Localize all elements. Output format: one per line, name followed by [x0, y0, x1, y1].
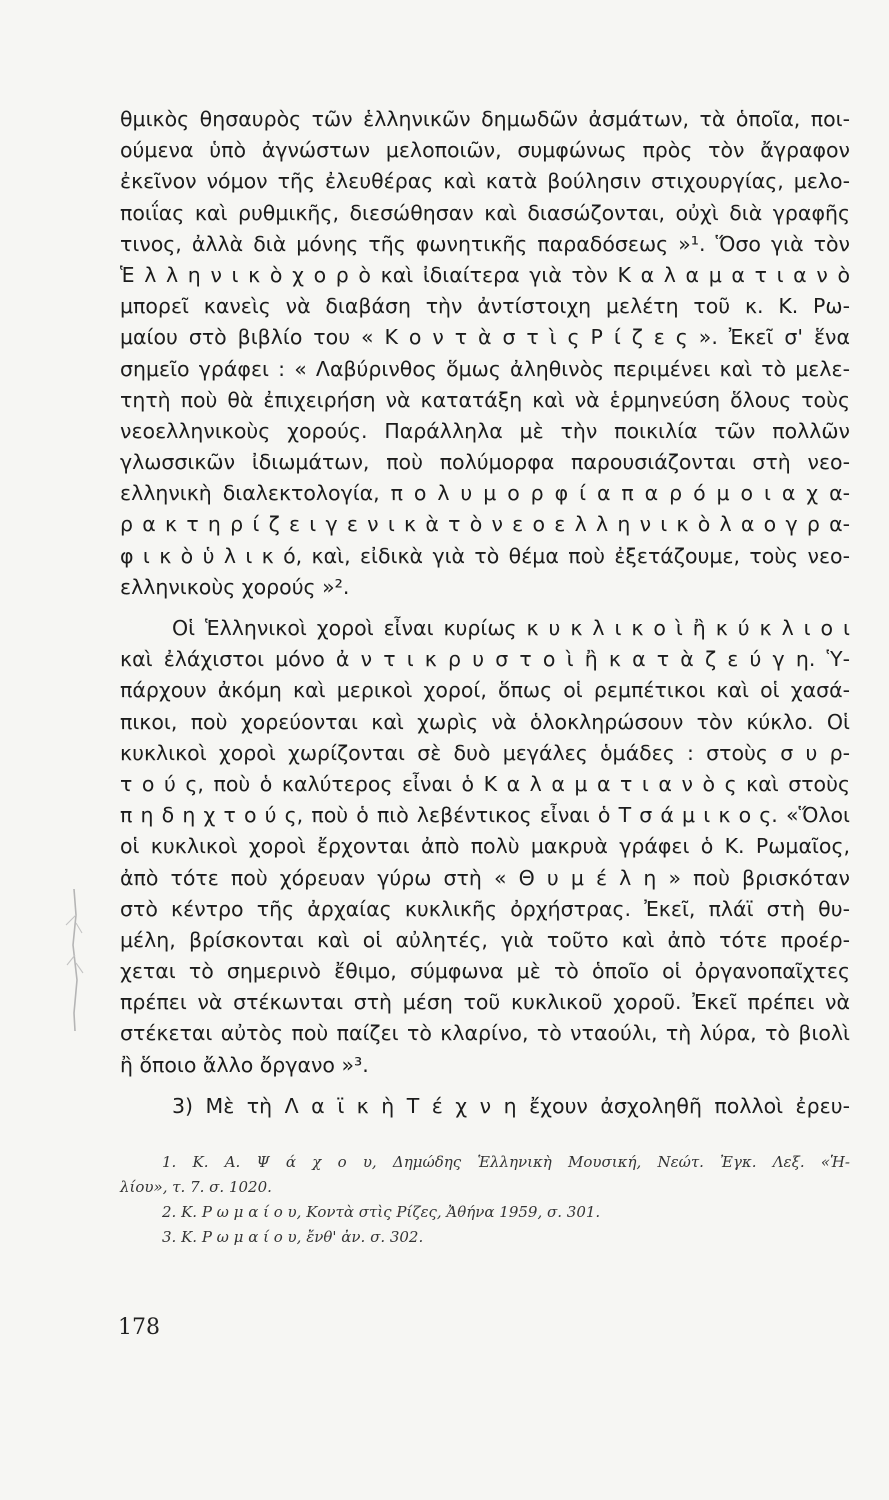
text-line: γλωσσικῶν ἰδιωμάτων, ποὺ πολύμορφα παρουσιάζονται στὴ νεο- [120, 450, 850, 475]
text-line: ούμενα ὑπὸ ἀγνώστων μελοποιῶν, συμφώνως πρὸς τὸν ἄγραφον [120, 138, 850, 163]
text-line: ποιΐας καὶ ρυθμικῆς, διεσώθησαν καὶ διασώζονται, οὐχὶ διὰ γραφῆς [120, 200, 850, 225]
text-line: φ ι κ ὸ ὑ λ ι κ ό, καὶ, εἰδικὰ γιὰ τὸ θέμα ποὺ ἐξετάζουμε, τοὺς νεο- [120, 543, 850, 568]
footnote-gap [120, 1122, 850, 1150]
text-line: στὸ κέντρο τῆς ἀρχαίας κυκλικῆς ὀρχήστρας. Ἐκεῖ, πλάϊ στὴ θυ- [120, 896, 850, 921]
paragraph-gap [120, 1081, 850, 1091]
text-line: μαίου στὸ βιβλίο του « Κ ο ν τ ὰ σ τ ὶ ς Ρ ί ζ ε ς ». Ἐκεῖ σ' ἕνα [120, 325, 850, 350]
text-line: Οἱ Ἑλληνικοὶ χοροὶ εἶναι κυρίως κ υ κ λ ι κ ο ὶ ἢ κ ύ κ λ ι ο ι [172, 616, 850, 640]
text-line: πρέπει νὰ στέκωνται στὴ μέση τοῦ κυκλικοῦ χοροῦ. Ἐκεῖ πρέπει νὰ [120, 990, 850, 1015]
body-text [120, 104, 850, 1250]
paragraph-gap [120, 603, 850, 613]
footnote-line: 1. Κ. Α. Ψ ά χ ο υ, Δημώδης Ἑλληνικὴ Μουσική, Νεώτ. Ἐγκ. Λεξ. «Ἡ- [162, 1153, 850, 1171]
footnotes [120, 1150, 850, 1250]
text-line: σημεῖο γράφει : « Λαβύρινθος ὅμως ἀληθινὸς περιμένει καὶ τὸ μελε- [120, 356, 850, 381]
text-line: μέλη, βρίσκονται καὶ οἱ αὐλητές, γιὰ τοῦτο καὶ ἀπὸ τότε προέρ- [120, 927, 850, 952]
text-line: καὶ ἐλάχιστοι μόνο ἀ ν τ ι κ ρ υ σ τ ο ὶ ἢ κ α τ ὰ ζ ε ύ γ η. Ὑ- [120, 647, 850, 672]
text-line: π η δ η χ τ ο ύ ς, ποὺ ὁ πιὸ λεβέντικος εἶναι ὁ Τ σ ά μ ι κ ο ς. «Ὅλοι [120, 803, 850, 828]
text-line: ἀπὸ τότε ποὺ χόρευαν γύρω στὴ « Θ υ μ έ λ η » ποὺ βρισκόταν [120, 865, 850, 890]
paragraph-1 [120, 104, 850, 603]
paragraph-2 [120, 613, 850, 1081]
text-line: τητὴ ποὺ θὰ ἐπιχειρήση νὰ κατατάξη καὶ νὰ ἑρμηνεύση ὅλους τοὺς [120, 387, 850, 412]
text-line: ελληνικὴ διαλεκτολογία, π ο λ υ μ ο ρ φ ί α π α ρ ό μ ο ι α χ α- [120, 481, 850, 506]
page-number: 178 [118, 1315, 160, 1340]
text-line: πάρχουν ἀκόμη καὶ μερικοὶ χοροί, ὅπως οἱ ρεμπέτικοι καὶ οἱ χασά- [120, 678, 850, 703]
text-line: τ ο ύ ς, ποὺ ὁ καλύτερος εἶναι ὁ Κ α λ α μ α τ ι α ν ὸ ς καὶ στοὺς [120, 771, 850, 796]
text-line: στέκεται αὐτὸς ποὺ παίζει τὸ κλαρίνο, τὸ νταούλι, τὴ λύρα, τὸ βιολὶ [120, 1021, 850, 1046]
text-line: θμικὸς θησαυρὸς τῶν ἑλληνικῶν δημωδῶν ἀσμάτων, τὰ ὁποῖα, ποι- [120, 107, 850, 131]
paragraph-3 [120, 1091, 850, 1122]
pencil-margin-mark [60, 885, 90, 1035]
text-line: ἢ ὅποιο ἄλλο ὄργανο »³. [120, 1052, 369, 1077]
footnote-line: 3. Κ. Ρ ω μ α ί ο υ, ἔνθ' ἀν. σ. 302. [162, 1228, 424, 1246]
text-line: οἱ κυκλικοὶ χοροὶ ἔρχονται ἀπὸ πολὺ μακρυὰ γράφει ὁ Κ. Ρωμαῖος, [120, 834, 850, 859]
text-line: χεται τὸ σημερινὸ ἔθιμο, σύμφωνα μὲ τὸ ὁποῖο οἱ ὀργανοπαῖχτες [120, 959, 850, 984]
text-line: πικοι, ποὺ χορεύονται καὶ χωρὶς νὰ ὁλοκληρώσουν τὸν κύκλο. Οἱ [120, 709, 850, 734]
text-line: ρ α κ τ η ρ ί ζ ε ι γ ε ν ι κ ὰ τ ὸ ν ε ο ε λ λ η ν ι κ ὸ λ α ο γ ρ α- [120, 512, 850, 537]
text-line: μπορεῖ κανεὶς νὰ διαβάση τὴν ἀντίστοιχη μελέτη τοῦ κ. Κ. Ρω- [120, 294, 850, 319]
text-line: νεοελληνικοὺς χορούς. Παράλληλα μὲ τὴν ποικιλία τῶν πολλῶν [120, 418, 850, 443]
text-line: ελληνικοὺς χορούς »². [120, 574, 350, 599]
text-line: τινος, ἀλλὰ διὰ μόνης τῆς φωνητικῆς παραδόσεως »¹. Ὅσο γιὰ τὸν [120, 231, 850, 256]
footnote-line: λίου», τ. 7. σ. 1020. [120, 1178, 272, 1196]
text-line: Ἑ λ λ η ν ι κ ὸ χ ο ρ ὸ καὶ ἰδιαίτερα γιὰ τὸν Κ α λ α μ α τ ι α ν ὸ [120, 262, 850, 287]
text-line: ἐκεῖνον νόμον τῆς ἐλευθέρας καὶ κατὰ βούλησιν στιχουργίας, μελο- [120, 169, 850, 194]
text-line: κυκλικοὶ χοροὶ χωρίζονται σὲ δυὸ μεγάλες ὁμάδες : στοὺς σ υ ρ- [120, 740, 850, 765]
footnote-line: 2. Κ. Ρ ω μ α ί ο υ, Κοντὰ στὶς Ρίζες, Ἀθήνα 1959, σ. 301. [162, 1203, 601, 1221]
text-line: 3) Μὲ τὴ Λ α ϊ κ ὴ Τ έ χ ν η ἔχουν ἀσχοληθῆ πολλοὶ ἐρευ- [172, 1093, 850, 1118]
